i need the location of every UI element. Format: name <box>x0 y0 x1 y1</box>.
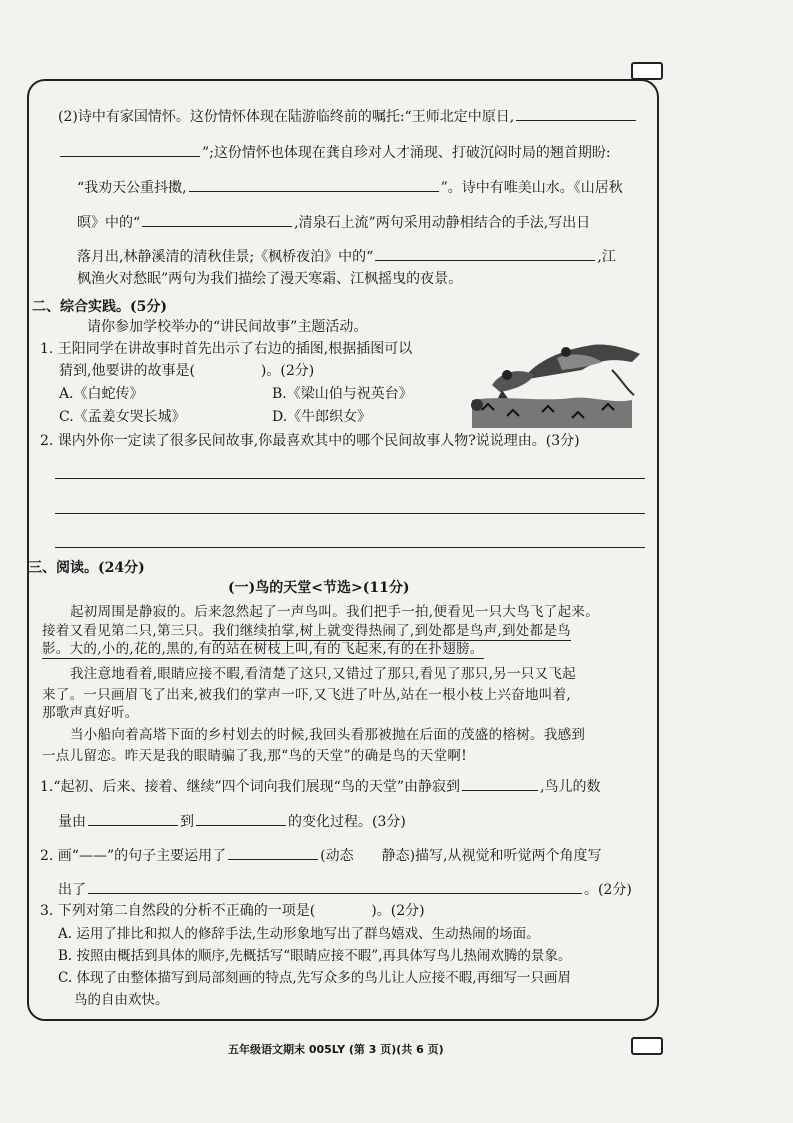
section2-q1-line1: 1. 王阳同学在讲故事时首先出示了右边的插图,根据插图可以 <box>40 341 413 357</box>
blank[interactable] <box>228 847 318 860</box>
q3-option-c-cont: 鸟的自由欢快。 <box>74 992 169 1008</box>
section2-q1-line2: 猜到,他要讲的故事是( )。(2分) <box>59 363 315 379</box>
passage-p1-line3: 影。大的,小的,花的,黑的,有的站在树枝上叫,有的飞起来,有的在扑翅膀。 <box>42 641 484 657</box>
blank[interactable] <box>516 108 636 121</box>
section2-title: 二、综合实践。(5分) <box>32 299 167 315</box>
blank[interactable] <box>462 778 538 791</box>
blank[interactable] <box>142 214 292 227</box>
poem-q2-line4: 暝》中的“ ,清泉石上流”两句采用动静相结合的手法,写出日 <box>77 215 591 231</box>
section3-q3: 3. 下列对第二自然段的分析不正确的一项是( )。(2分) <box>40 903 425 919</box>
blank[interactable] <box>196 813 286 826</box>
poem-q2-line1: (2)诗中有家国情怀。这份情怀体现在陆游临终前的嘱托:“王师北定中原日, <box>58 108 638 124</box>
blank[interactable] <box>375 248 595 261</box>
option-a[interactable]: A.《白蛇传》 <box>59 386 144 402</box>
blank[interactable] <box>88 881 582 894</box>
section2-q2: 2. 课内外你一定读了很多民间故事,你最喜欢其中的哪个民间故事人物?说说理由。(3分) <box>40 433 580 449</box>
poem-q2-line3: “我劝天公重抖擞, ”。诗中有唯美山水。《山居秋 <box>77 180 623 196</box>
corner-box-top <box>631 62 663 80</box>
section3-q1-line2: 量由 到 的变化过程。(3分) <box>58 814 406 830</box>
passage-p2-line2: 来了。一只画眉飞了出来,被我们的掌声一吓,又飞进了叶丛,站在一根小枝上兴奋地叫着, <box>42 687 571 703</box>
corner-box-bottom <box>631 1037 663 1055</box>
blank[interactable] <box>88 813 178 826</box>
section3-q1-line1: 1.“起初、后来、接着、继续”四个词向我们展现“鸟的天堂”由静寂到 ,鸟儿的数 <box>40 779 601 795</box>
section3-title: 三、阅读。(24分) <box>28 560 145 576</box>
passage-p3-line1: 当小船向着高塔下面的乡村划去的时候,我回头看那被抛在后面的茂盛的榕树。我感到 <box>70 727 586 743</box>
poem-q2-line5: 落月出,林静溪清的清秋佳景;《枫桥夜泊》中的“ ,江 <box>77 249 616 265</box>
q3-option-a[interactable]: A. 运用了排比和拟人的修辞手法,生动形象地写出了群鸟嬉戏、生动热闹的场面。 <box>58 926 540 942</box>
page-footer: 五年级语文期末 005LY (第 3 页)(共 6 页) <box>228 1043 444 1056</box>
option-b[interactable]: B.《梁山伯与祝英台》 <box>272 386 413 402</box>
blank[interactable] <box>60 144 200 157</box>
option-c[interactable]: C.《孟姜女哭长城》 <box>59 409 186 425</box>
passage-p1-line2: 接着又看见第二只,第三只。我们继续拍掌,树上就变得热闹了,到处都是鸟声,到处都是鸟 <box>42 623 571 639</box>
story-illustration <box>462 340 642 428</box>
q3-option-c[interactable]: C. 体现了由整体描写到局部刻画的特点,先写众多的鸟儿让人应接不暇,再细写一只画眉 <box>58 970 572 986</box>
passage-p2-line1: 我注意地看着,眼睛应接不暇,看清楚了这只,又错过了那只,看见了那只,另一只又飞起 <box>70 666 576 682</box>
option-d[interactable]: D.《牛郎织女》 <box>272 409 372 425</box>
q3-option-b[interactable]: B. 按照由概括到具体的顺序,先概括写“眼睛应接不暇”,再具体写鸟儿热闹欢腾的景象。 <box>58 948 572 964</box>
section2-intro: 请你参加学校举办的“讲民间故事”主题活动。 <box>87 319 368 335</box>
blank[interactable] <box>189 179 439 192</box>
passage-p1-line1: 起初周围是静寂的。后来忽然起了一声鸟叫。我们把手一拍,便看见一只大鸟飞了起来。 <box>70 604 599 620</box>
section3-q2-line1: 2. 画“——”的句子主要运用了 (动态 静态)描写,从视觉和听觉两个角度写 <box>40 848 602 864</box>
answer-line[interactable] <box>55 478 645 479</box>
answer-line[interactable] <box>55 513 645 514</box>
poem-q2-line6: 枫渔火对愁眠”两句为我们描绘了漫天寒霜、江枫摇曳的夜景。 <box>77 271 463 287</box>
answer-line[interactable] <box>55 547 645 548</box>
passage-p3-line2: 一点儿留恋。昨天是我的眼睛骗了我,那“鸟的天堂”的确是鸟的天堂啊! <box>42 748 467 764</box>
section3-q2-line2: 出了 。(2分) <box>58 882 632 898</box>
passage-p2-line3: 那歌声真好听。 <box>42 705 139 721</box>
poem-q2-line2: ”;这份情怀也体现在龚自珍对人才涌现、打破沉闷时局的翘首期盼: <box>58 144 611 160</box>
passage-title: (一)鸟的天堂<节选>(11分) <box>228 580 410 596</box>
